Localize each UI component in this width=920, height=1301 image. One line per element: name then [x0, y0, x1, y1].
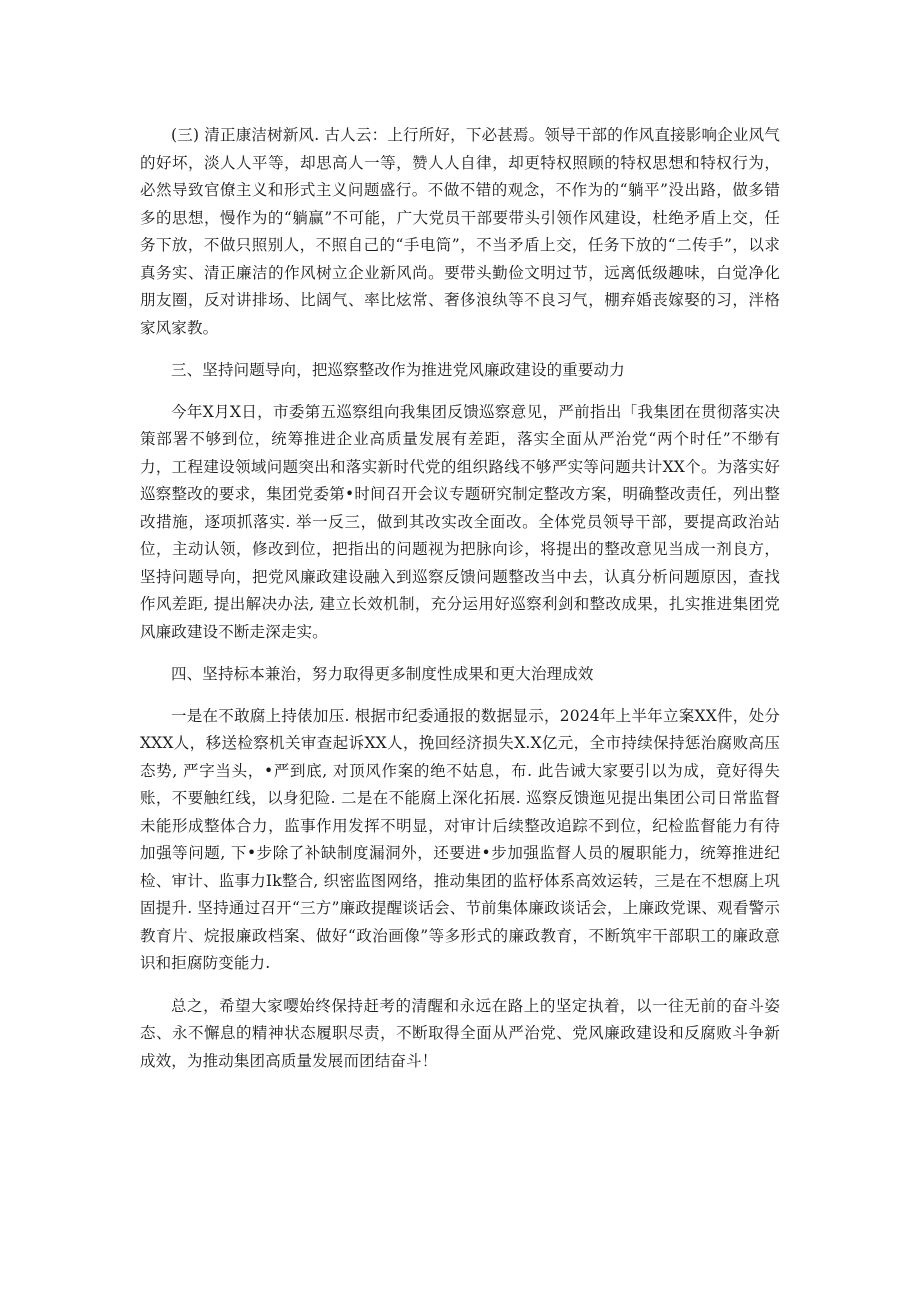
- paragraph-anti-corruption: 一是在不敢腐上持俵加压. 根据市纪委通报的数据显示，2024年上半年立案XX件，处分XXX人，移送检察机关审查起诉XX人，挽回经济损失X.X亿元，全市持续保持惩治腐败高压态势, 严字当头，•严到底, 对顶风作案的绝不姑息，布. 此告诫大家要引以为成，竟好得失账，不要触红线，以身犯险. 二是在不能腐上深化拓展. 巡察反馈迤见提出集团公司日常监督未能形成整体合力，监事作用发挥不明显，对审计后续整改追踪不到位，纪检监督能力有待加强等问题, 下•步除了补缺制度漏洞外，还要进•步加强监督人员的履职能力，统筹推进纪检、审计、监事力Ik整合, 织密监图网络，推动集团的监杼体系高效运转，三是在不想腐上巩固提升. 坚持通过召开“三方”廉政提醒谈话会、节前集体廉政谈话会，上廉政党课、观看警示教育片、烷报廉政档案、做好“政治画像”等多形式的廉政教育，不断筑牢干部职工的廉政意识和拒腐防变能力.: [140, 706, 780, 972]
- section-heading-3: 三、坚持问题导向，把巡察整改作为推进党风廉政建设的重要动力: [171, 361, 625, 379]
- document-body: [140, 122, 780, 1090]
- paragraph-inspection-rectification: 今年X月X日，市委第五巡察组向我集团反馈巡察意见，严前指出「我集团在贯彻落实决策部署不够到位，统筹推进企业高质量发展有差距，落实全面从严治党“两个时任”不缈有力，工程建设领域问题突出和落实新时代党的组织路线不够严实等问题共计XX个。为落实好巡察整改的要求，集团党委第•时间召开会议专题研究制定整改方案，明确整改责任，列出整改措施，逐项抓落实. 举一反三，做到其改实改全面改。全体党员领导干部，要提高政治站位，主动认领，修改到位，把指出的问题视为把脉向诊，将提出的整改意见当成一剂良方，坚持问题导向，把党风廉政建设融入到巡察反馈问题整改当中去，认真分析问题原因，查找作风差距, 提出解决办法, 建立长效机制，充分运用好巡察利剑和整改成果，扎实推进集团党风廉政建设不断走深走实。: [140, 402, 780, 641]
- paragraph-conclusion: 总之，希望大家嘤始终保持赶考的清醒和永远在路上的坚定执着，以一往无前的奋斗姿态、永不懈息的精神状态履职尽责，不断取得全面从严治党、党风廉政建设和反腐败斗争新成效，为推动集团高质量发展而团结奋斗！: [140, 996, 780, 1070]
- paragraph-clean-style: (三) 清正康洁树新风. 古人云：上行所好，下必甚焉。领导干部的作风直接影响企业风气的好坏，淡人人平等，却思高人一等，赞人人自律，却更特权照顾的特权思想和特权行为，必然导致官僚主义和形式主义问题盛行。不做不错的观念，不作为的“躺平”没出路，做多错多的思想，慢作为的“躺赢”不可能，广大党员干部要带头引领作风建设，杜绝矛盾上交，任务下放，不做只照别人，不照自己的“手电筒”，不当矛盾上交，任务下放的“二传手”，以求真务实、清正廉洁的作风树立企业新风尚。要带头勤俭文明过节，远离低级趣味，白觉净化朋友圈，反对讲排场、比阔气、率比炫常、奢侈浪纨等不良习气，棚弃婚丧嫁娶的习，泮格家风家教。: [140, 126, 780, 337]
- section-heading-4: 四、坚持标本兼治，努力取得更多制度性成果和更大治理成效: [171, 665, 594, 683]
